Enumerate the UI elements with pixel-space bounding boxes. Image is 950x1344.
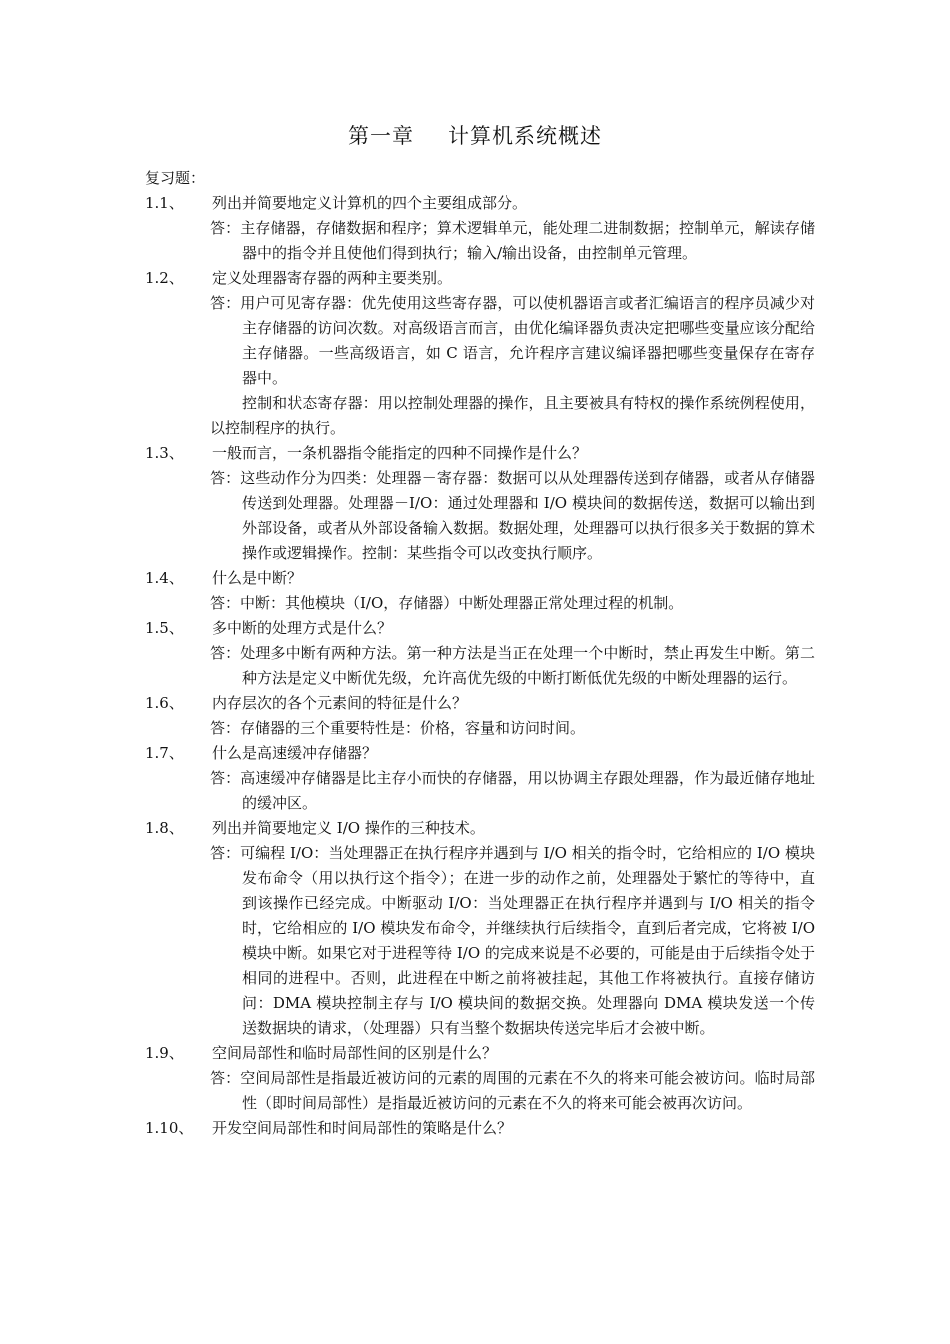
answer-1-9: 答：空间局部性是指最近被访问的元素的周围的元素在不久的将来可能会被访问。临时局部性（即时间局部性）是指最近被访问的元素在不久的将来可能会被再次访问。 [210,1069,815,1112]
question-number: 1.6、 [145,694,184,712]
question-number: 1.7、 [145,744,184,762]
review-questions [145,166,815,1141]
question-text: 列出并简要地定义 I/O 操作的三种技术。 [212,819,485,837]
question-number: 1.2、 [145,269,184,287]
answer-1-2-continuation: 控制和状态寄存器：用以控制处理器的操作，且主要被具有特权的操作系统例程使用，以控制程序的执行。 [210,394,815,437]
answer-1-3: 答：这些动作分为四类：处理器－寄存器：数据可以从处理器传送到存储器，或者从存储器传送到处理器。处理器－I/O：通过处理器和 I/O 模块间的数据传送，数据可以输出到外部设备，或者从外部设备输入数据。数据处理，处理器可以执行很多关于数据的算术操作或逻辑操作。控制：某些指令可以改变执行顺序。 [210,469,815,562]
chapter-title [0,120,950,150]
question-1-7 [145,741,815,766]
question-text: 什么是中断？ [212,569,303,587]
question-number: 1.3、 [145,444,184,462]
question-text: 列出并简要地定义计算机的四个主要组成部分。 [212,194,528,212]
question-1-2 [145,266,815,291]
question-1-8 [145,816,815,841]
question-text: 一般而言，一条机器指令能指定的四种不同操作是什么？ [212,444,588,462]
question-1-1 [145,191,815,216]
answer-1-6: 答：存储器的三个重要特性是：价格，容量和访问时间。 [210,719,586,737]
question-text: 多中断的处理方式是什么？ [212,619,393,637]
question-1-5 [145,616,815,641]
question-text: 内存层次的各个元素间的特征是什么？ [212,694,468,712]
question-text: 开发空间局部性和时间局部性的策略是什么？ [212,1119,513,1137]
answer-1-7: 答：高速缓冲存储器是比主存小而快的存储器，用以协调主存跟处理器，作为最近储存地址的缓冲区。 [210,769,815,812]
chapter-name: 计算机系统概述 [448,124,602,148]
answer-1-8: 答：可编程 I/O：当处理器正在执行程序并遇到与 I/O 相关的指令时，它给相应的 I/O 模块发布命令（用以执行这个指令）；在进一步的动作之前，处理器处于繁忙的等待中，直到该操作已经完成。中断驱动 I/O：当处理器正在执行程序并遇到与 I/O 相关的指令时，它给相应的 I/O 模块发布命令，并继续执行后续指令，直到后者完成，它将被 I/O 模块中断。如果它对于进程等待 I/O 的完成来说是不必要的，可能是由于后续指令处于相同的进程中。否则，此进程在中断之前将被挂起，其他工作将被执行。直接存储访问：DMA 模块控制主存与 I/O 模块间的数据交换。处理器向 DMA 模块发送一个传送数据块的请求，（处理器）只有当整个数据块传送完毕后才会被中断。 [210,844,815,1037]
question-1-4 [145,566,815,591]
section-label: 复习题： [145,169,206,187]
question-number: 1.9、 [145,1044,184,1062]
question-text: 空间局部性和临时局部性间的区别是什么？ [212,1044,498,1062]
question-1-6 [145,691,815,716]
chapter-number: 第一章 [348,124,414,148]
answer-1-4: 答：中断：其他模块（I/O，存储器）中断处理器正常处理过程的机制。 [210,594,684,612]
question-number: 1.10、 [145,1119,194,1137]
question-1-3 [145,441,815,466]
answer-1-5: 答：处理多中断有两种方法。第一种方法是当正在处理一个中断时，禁止再发生中断。第二种方法是定义中断优先级，允许高优先级的中断打断低优先级的中断处理器的运行。 [210,644,815,687]
question-number: 1.4、 [145,569,184,587]
question-text: 什么是高速缓冲存储器？ [212,744,378,762]
question-number: 1.5、 [145,619,184,637]
answer-1-2: 答：用户可见寄存器：优先使用这些寄存器，可以使机器语言或者汇编语言的程序员减少对主存储器的访问次数。对高级语言而言，由优化编译器负责决定把哪些变量应该分配给主存储器。一些高级语言，如 C 语言，允许程序言建议编译器把哪些变量保存在寄存器中。 [210,294,815,387]
question-1-10 [145,1116,815,1141]
question-number: 1.1、 [145,194,184,212]
question-number: 1.8、 [145,819,184,837]
question-1-9 [145,1041,815,1066]
answer-1-1: 答：主存储器，存储数据和程序；算术逻辑单元，能处理二进制数据；控制单元，解读存储器中的指令并且使他们得到执行；输入/输出设备，由控制单元管理。 [210,219,815,262]
question-text: 定义处理器寄存器的两种主要类别。 [212,269,453,287]
